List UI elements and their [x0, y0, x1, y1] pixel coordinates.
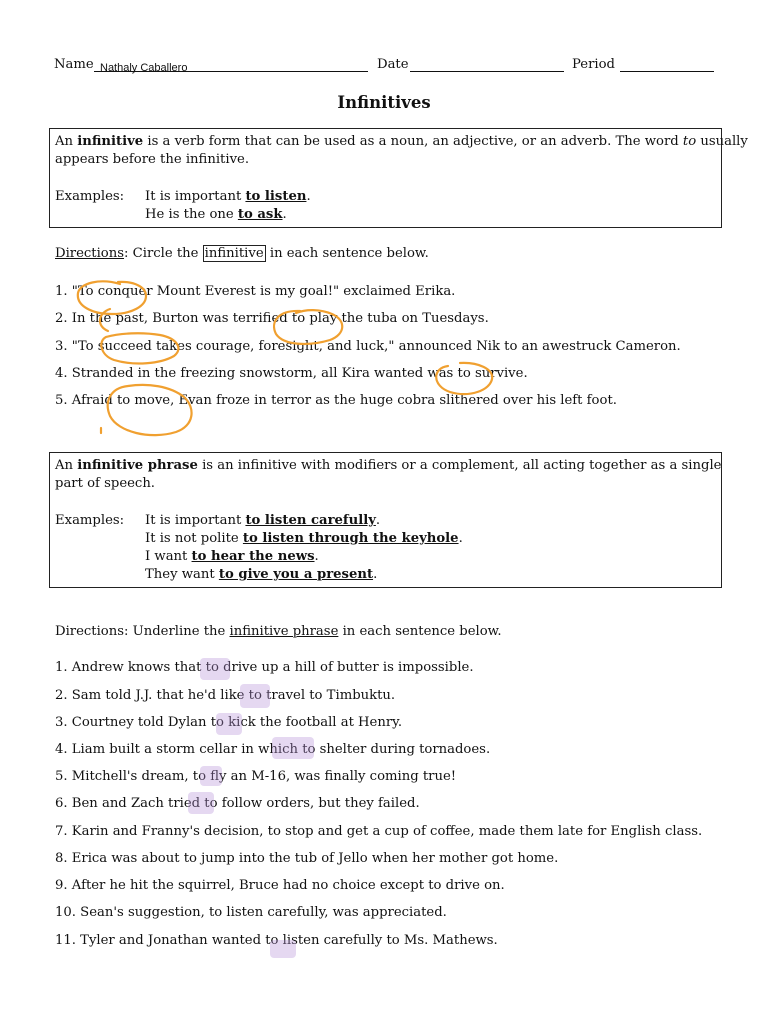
page-title: Infinitives	[337, 93, 431, 112]
directions-underline: Directions: Underline the infinitive phrase in each sentence below.	[55, 624, 502, 639]
examples-label: Examples:	[55, 189, 125, 204]
directions-circle: Directions: Circle the infinitive in each sentence below.	[55, 246, 429, 261]
name-label: Name	[54, 57, 94, 72]
period-label: Period	[572, 57, 615, 72]
list-item: 6. Ben and Zach tried to follow orders, but they failed.	[55, 796, 420, 811]
list-item: 9. After he hit the squirrel, Bruce had no choice except to drive on.	[55, 878, 505, 893]
list-item: 5. Afraid to move, Evan froze in terror as the huge cobra slithered over his left foot.	[55, 393, 617, 408]
list-item: 2. In the past, Burton was terrified to play the tuba on Tuesdays.	[55, 311, 489, 326]
infinitive-phrase-definition-line1: An infinitive phrase is an infinitive with modifiers or a complement, all acting together as a single	[55, 458, 722, 473]
term-infinitive-phrase: infinitive phrase	[77, 458, 198, 473]
infinitive-definition-line1: An infinitive is a verb form that can be used as a noun, an adjective, or an adverb. The word to usually	[55, 134, 748, 149]
infinitive-definition-line2: appears before the infinitive.	[55, 152, 250, 167]
name-value[interactable]: Nathaly Caballero	[100, 62, 188, 74]
infinitive-phrase-definition-line2: part of speech.	[55, 476, 156, 491]
date-line[interactable]	[410, 71, 564, 72]
list-item: 8. Erica was about to jump into the tub of Jello when her mother got home.	[55, 851, 559, 866]
phrase-example-3: I want to hear the news.	[145, 549, 319, 564]
list-item: 5. Mitchell's dream, to fly an M-16, was finally coming true!	[55, 769, 457, 784]
list-item: 3. "To succeed takes courage, foresight, and luck," announced Nik to an awestruck Cameron.	[55, 339, 681, 354]
list-item: 4. Stranded in the freezing snowstorm, all Kira wanted was to survive.	[55, 366, 528, 381]
phrase-example-4: They want to give you a present.	[145, 567, 378, 582]
date-label: Date	[377, 57, 409, 72]
list-item: 10. Sean's suggestion, to listen carefully, was appreciated.	[55, 905, 447, 920]
list-item: 7. Karin and Franny's decision, to stop and get a cup of coffee, made them late for English class.	[55, 824, 703, 839]
list-item: 2. Sam told J.J. that he'd like to travel to Timbuktu.	[55, 688, 396, 703]
period-line[interactable]	[620, 71, 714, 72]
orange-circle-marks	[78, 281, 492, 435]
phrase-example-2: It is not polite to listen through the keyhole.	[145, 531, 463, 546]
example-2: He is the one to ask.	[145, 207, 287, 222]
phrase-example-1: It is important to listen carefully.	[145, 513, 381, 528]
list-item: 3. Courtney told Dylan to kick the football at Henry.	[55, 715, 403, 730]
list-item: 11. Tyler and Jonathan wanted to listen carefully to Ms. Mathews.	[55, 933, 498, 948]
list-item: 1. Andrew knows that to drive up a hill of butter is impossible.	[55, 660, 474, 675]
examples-label: Examples:	[55, 513, 125, 528]
list-item: 1. "To conquer Mount Everest is my goal!" exclaimed Erika.	[55, 284, 456, 299]
term-infinitive: infinitive	[77, 134, 144, 149]
list-item: 4. Liam built a storm cellar in which to shelter during tornadoes.	[55, 742, 491, 757]
example-1: It is important to listen.	[145, 189, 311, 204]
